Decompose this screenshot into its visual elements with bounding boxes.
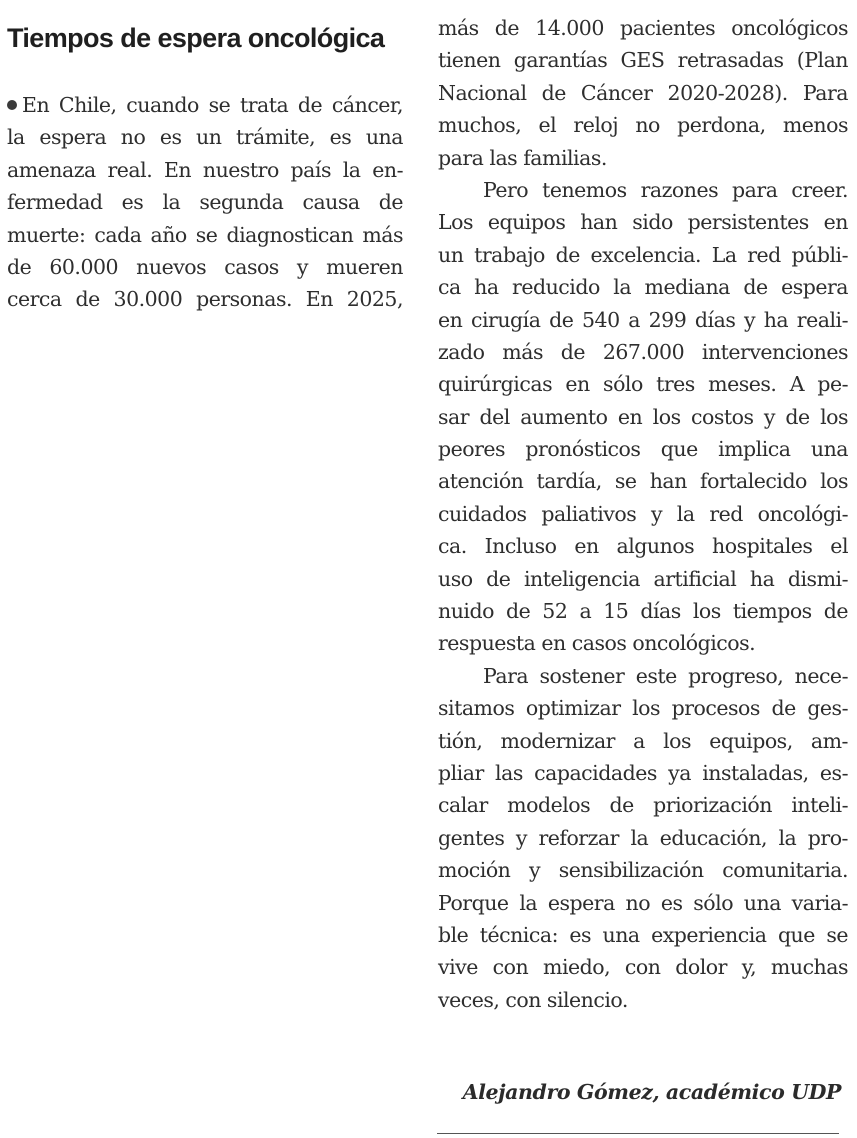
- text-line: Para sostener este progreso, nece-: [483, 663, 848, 688]
- text-line: gentes y reforzar la educación, la pro-: [438, 825, 848, 850]
- bullet-icon: [7, 100, 17, 110]
- text-line: quirúrgicas en sólo tres meses. A pe-: [438, 372, 848, 397]
- text-line: atención tardía, se han fortalecido los: [438, 469, 848, 494]
- text-line-content: En Chile, cuando se trata de cáncer,: [22, 93, 403, 117]
- text-line: Porque la espera no es sólo una varia-: [438, 890, 848, 915]
- bottom-divider: [437, 1133, 839, 1134]
- text-line: Nacional de Cáncer 2020-2028). Para: [438, 80, 848, 105]
- article-column-1: [7, 89, 403, 316]
- text-line: moción y sensibilización comunitaria.: [438, 858, 848, 883]
- text-line: de 60.000 nuevos casos y mueren: [7, 254, 403, 279]
- text-line: cuidados paliativos y la red oncológi-: [438, 501, 848, 526]
- text-line: cerca de 30.000 personas. En 2025,: [7, 287, 403, 312]
- text-line: ca. Incluso en algunos hospitales el: [438, 534, 848, 559]
- text-line: respuesta en casos oncológicos.: [438, 631, 756, 656]
- text-line: muerte: cada año se diagnostican más: [7, 222, 403, 247]
- text-line: tión, modernizar a los equipos, am-: [438, 728, 848, 753]
- text-line: amenaza real. En nuestro país la en-: [7, 157, 403, 182]
- text-line: veces, con silencio.: [438, 987, 628, 1012]
- text-line: nuido de 52 a 15 días los tiempos de: [438, 599, 848, 624]
- text-line: más de 14.000 pacientes oncológicos: [438, 16, 848, 40]
- text-line: la espera no es un trámite, es una: [7, 125, 403, 150]
- text-line: [7, 89, 403, 121]
- text-line: fermedad es la segunda causa de: [7, 190, 403, 215]
- article-column-2: [438, 12, 848, 1016]
- text-line: vive con miedo, con dolor y, muchas: [438, 955, 848, 980]
- text-line: sar del aumento en los costos y de los: [438, 404, 848, 429]
- text-line: Los equipos han sido persistentes en: [438, 210, 848, 235]
- text-line: pliar las capacidades ya instaladas, es-: [438, 760, 848, 785]
- text-line: calar modelos de priorización inteli-: [438, 793, 848, 818]
- text-line: uso de inteligencia artificial ha dismi-: [438, 566, 848, 591]
- author-signature: Alejandro Gómez, académico UDP: [462, 1080, 841, 1104]
- text-line: un trabajo de excelencia. La red públi-: [438, 242, 848, 267]
- text-line: sitamos optimizar los procesos de ges-: [438, 696, 848, 721]
- text-line: ble técnica: es una experiencia que se: [438, 922, 848, 947]
- article-title: Tiempos de espera oncológica: [7, 23, 385, 53]
- text-line: peores pronósticos que implica una: [438, 437, 848, 462]
- text-line: muchos, el reloj no perdona, menos: [438, 113, 848, 138]
- text-line: zado más de 267.000 intervenciones: [438, 339, 848, 364]
- text-line: en cirugía de 540 a 299 días y ha reali-: [438, 307, 848, 332]
- text-line: para las familias.: [438, 145, 607, 170]
- text-line: Pero tenemos razones para creer.: [483, 177, 848, 202]
- text-line: ca ha reducido la mediana de espera: [438, 275, 848, 300]
- text-line: tienen garantías GES retrasadas (Plan: [438, 48, 848, 73]
